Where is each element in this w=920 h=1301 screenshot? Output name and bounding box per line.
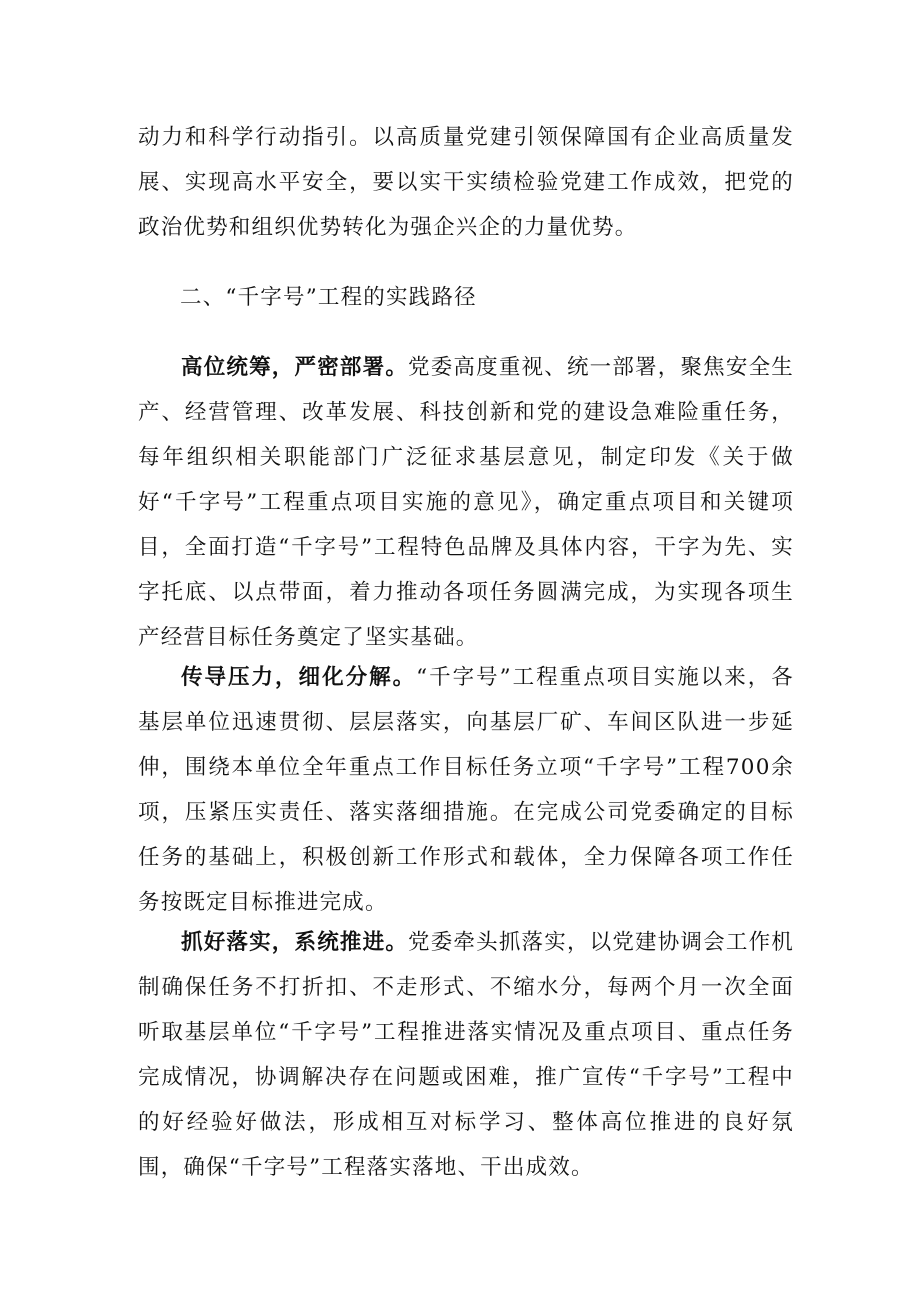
paragraph-body: 党委牵头抓落实，以党建协调会工作机制确保任务不打折扣、不走形式、不缩水分，每两个月一次全面听取基层单位“千字号”工程推进落实情况及重点项目、重点任务完成情况，协调解决存在问题或困难，推广宣传“千字号”工程中的好经验好做法，形成相互对标学习、整体高位推进的良好氛围，确保“千字号”工程落实落地、干出成效。	[138, 930, 794, 1180]
paragraph-lead: 传导压力，细化分解。	[181, 665, 417, 690]
paragraph-overall-planning	[138, 345, 794, 660]
intro-paragraph: 动力和科学行动指引。以高质量党建引领保障国有企业高质量发展、实现高水平安全，要以实干实绩检验党建工作成效，把党的政治优势和组织优势转化为强企兴企的力量优势。	[138, 125, 794, 240]
paragraph-lead: 高位统筹，严密部署。	[181, 355, 409, 380]
paragraph-body: 党委高度重视、统一部署，聚焦安全生产、经营管理、改革发展、科技创新和党的建设急难险重任务，每年组织相关职能部门广泛征求基层意见，制定印发《关于做好“千字号”工程重点项目实施的意见》，确定重点项目和关键项目，全面打造“千字号”工程特色品牌及具体内容，干字为先、实字托底、以点带面，着力推动各项任务圆满完成，为实现各项生产经营目标任务奠定了坚实基础。	[138, 355, 794, 650]
section-heading: 二、“千字号”工程的实践路径	[180, 285, 477, 310]
paragraph-body: “千字号”工程重点项目实施以来，各基层单位迅速贯彻、层层落实，向基层厂矿、车间区队进一步延伸，围绕本单位全年重点工作目标任务立项“千字号”工程700余项，压紧压实责任、落实落细措施。在完成公司党委确定的目标任务的基础上，积极创新工作形式和载体，全力保障各项工作任务按既定目标推进完成。	[138, 665, 794, 915]
paragraph-pressure-transfer	[138, 655, 794, 925]
paragraph-lead: 抓好落实，系统推进。	[181, 930, 409, 955]
paragraph-implementation	[138, 920, 794, 1190]
